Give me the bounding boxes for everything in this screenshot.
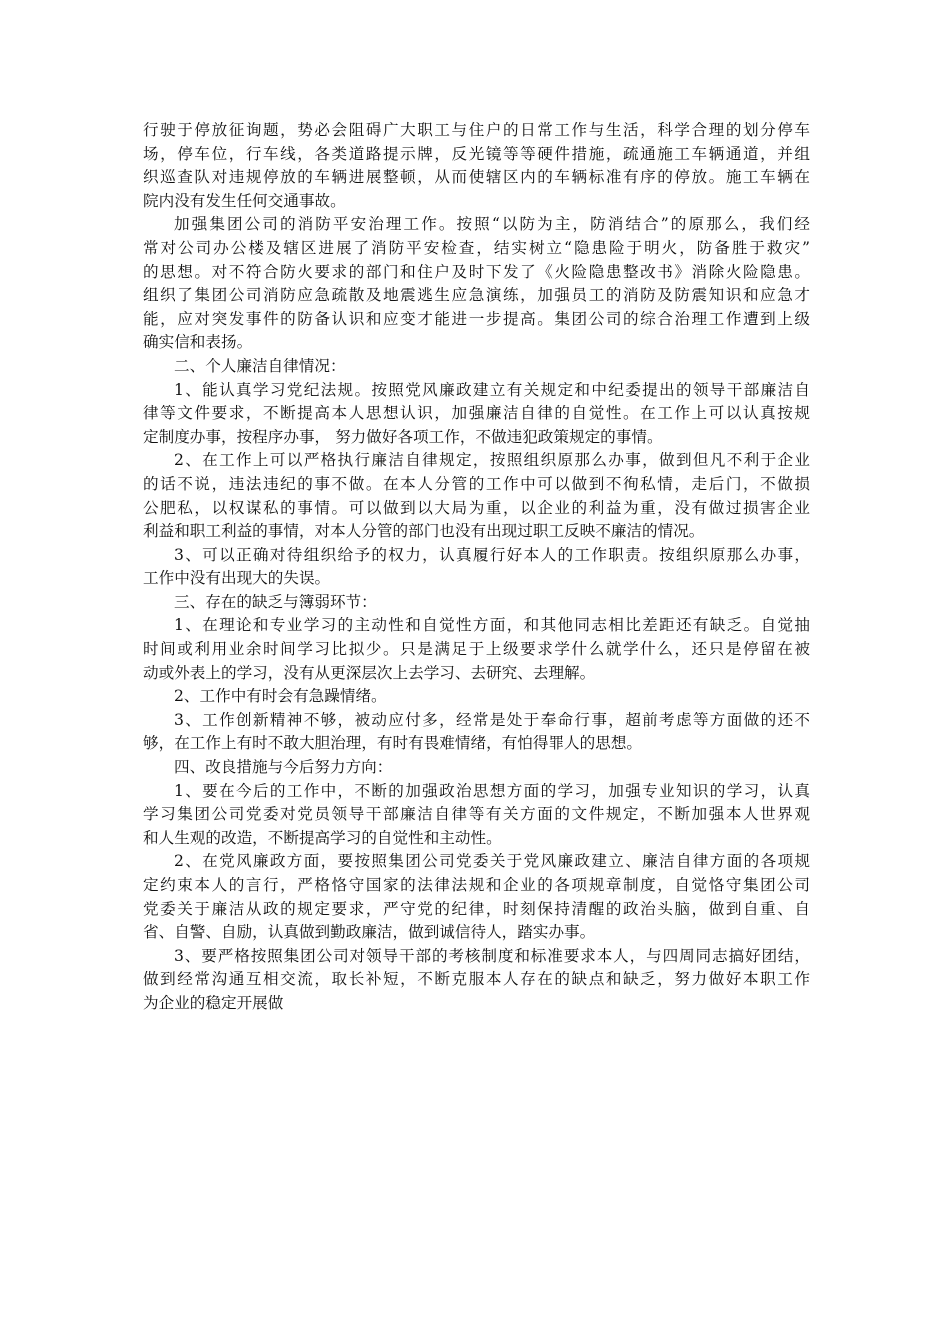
text-line: 场，停车位，行车线，各类道路提示牌，反光镜等等硬件措施，疏通施工车辆通道，并组 [143, 144, 810, 163]
text-line: 1、能认真学习党纪法规。按照党风廉政建立有关规定和中纪委提出的领导干部廉洁自 [174, 380, 810, 399]
paragraph [143, 685, 810, 709]
paragraph [143, 850, 810, 944]
paragraph [143, 945, 810, 1016]
text-line: 四、改良措施与今后努力方向： [174, 758, 393, 777]
text-line: 和人生观的改造，不断提高学习的自觉性和主动性。 [143, 828, 502, 847]
text-line: 律等文件要求，不断提高本人思想认识，加强廉洁自律的自觉性。在工作上可以认真按规 [143, 404, 810, 423]
text-line: 2、在党风廉政方面，要按照集团公司党委关于党风廉政建立、廉洁自律方面的各项规 [174, 852, 810, 871]
paragraph [143, 119, 810, 213]
text-line: 够，在工作上有时不敢大胆治理，有时有畏难情绪，有怕得罪人的思想。 [143, 734, 643, 753]
text-line: 三、存在的缺乏与簿弱环节： [174, 592, 377, 611]
text-line: 省、自警、自励，认真做到勤政廉洁，做到诚信待人，踏实办事。 [143, 923, 596, 942]
paragraph [143, 709, 810, 756]
text-line: 2、在工作上可以严格执行廉洁自律规定，按照组织原那么办事，做到但凡不利于企业 [174, 451, 810, 470]
text-line: 二、个人廉洁自律情况： [174, 356, 346, 375]
text-line: 定制度办事，按程序办事， 努力做好各项工作，不做违犯政策规定的事情。 [143, 427, 663, 446]
paragraph [143, 449, 810, 543]
paragraph [143, 213, 810, 355]
text-line: 1、在理论和专业学习的主动性和自觉性方面，和其他同志相比差距还有缺乏。自觉抽 [174, 616, 810, 635]
text-line: 行驶于停放征询题，势必会阻碍广大职工与住户的日常工作与生活，科学合理的划分停车 [143, 121, 810, 139]
paragraph [143, 780, 810, 851]
text-line: 时间或利用业余时间学习比拟少。只是满足于上级要求学什么就学什么，还只是停留在被 [143, 640, 810, 659]
text-line: 公肥私，以权谋私的事情。可以做到以大局为重，以企业的利益为重，没有做过损害企业 [143, 498, 810, 517]
paragraph [143, 614, 810, 685]
text-line: 学习集团公司党委对党员领导干部廉洁自律等有关方面的文件规定，不断加强本人世界观 [143, 805, 810, 824]
document-body [143, 119, 810, 1016]
text-line: 动或外表上的学习，没有从更深层次上去学习、去研究、去理解。 [143, 663, 596, 682]
text-line: 院内没有发生任何交通事故。 [143, 191, 346, 210]
text-line: 党委关于廉洁从政的规定要求，严守党的纪律，时刻保持清醒的政治头脑，做到自重、自 [143, 899, 810, 918]
text-line: 3、工作创新精神不够，被动应付多，经常是处于奉命行事，超前考虑等方面做的还不 [174, 710, 810, 729]
text-line: 定约束本人的言行，严格恪守国家的法律法规和企业的各项规章制度，自觉恪守集团公司 [143, 876, 810, 894]
text-line: 织巡查队对违规停放的车辆进展整顿，从而使辖区内的车辆标准有序的停放。施工车辆在 [143, 168, 810, 187]
text-line: 确实信和表扬。 [143, 333, 253, 352]
text-line: 2、工作中有时会有急躁情绪。 [174, 687, 387, 706]
text-line: 的思想。对不符合防火要求的部门和住户及时下发了《火险隐患整改书》消除火险隐患。 [143, 262, 810, 281]
text-line: 1、要在今后的工作中，不断的加强政治思想方面的学习，加强专业知识的学习，认真 [174, 781, 810, 800]
text-line: 的话不说，违法违纪的事不做。在本人分管的工作中可以做到不徇私情，走后门，不做损 [143, 474, 810, 493]
section-heading [143, 355, 810, 379]
text-line: 工作中没有出现大的失误。 [143, 569, 331, 588]
text-line: 3、可以正确对待组织给予的权力，认真履行好本人的工作职责。按组织原那么办事， [174, 545, 810, 564]
text-line: 组织了集团公司消防应急疏散及地震逃生应急演练，加强员工的消防及防震知识和应急才 [143, 286, 810, 305]
paragraph [143, 544, 810, 591]
text-line: 利益和职工利益的事情，对本人分管的部门也没有出现过职工反映不廉洁的情况。 [143, 522, 705, 541]
text-line: 3、要严格按照集团公司对领导干部的考核制度和标准要求本人，与四周同志搞好团结， [174, 946, 810, 965]
section-heading [143, 591, 810, 615]
section-heading [143, 756, 810, 780]
text-line: 做到经常沟通互相交流，取长补短，不断克服本人存在的缺点和缺乏，努力做好本职工作 [143, 970, 810, 989]
text-line: 常对公司办公楼及辖区进展了消防平安检查，结实树立“隐患险于明火，防备胜于救灾” [143, 238, 810, 257]
text-line: 为企业的稳定开展做 [143, 993, 284, 1012]
paragraph [143, 379, 810, 450]
text-line: 加强集团公司的消防平安治理工作。按照“以防为主，防消结合”的原那么，我们经 [174, 215, 810, 234]
text-line: 能，应对突发事件的防备认识和应变才能进一步提高。集团公司的综合治理工作遭到上级 [143, 309, 810, 328]
